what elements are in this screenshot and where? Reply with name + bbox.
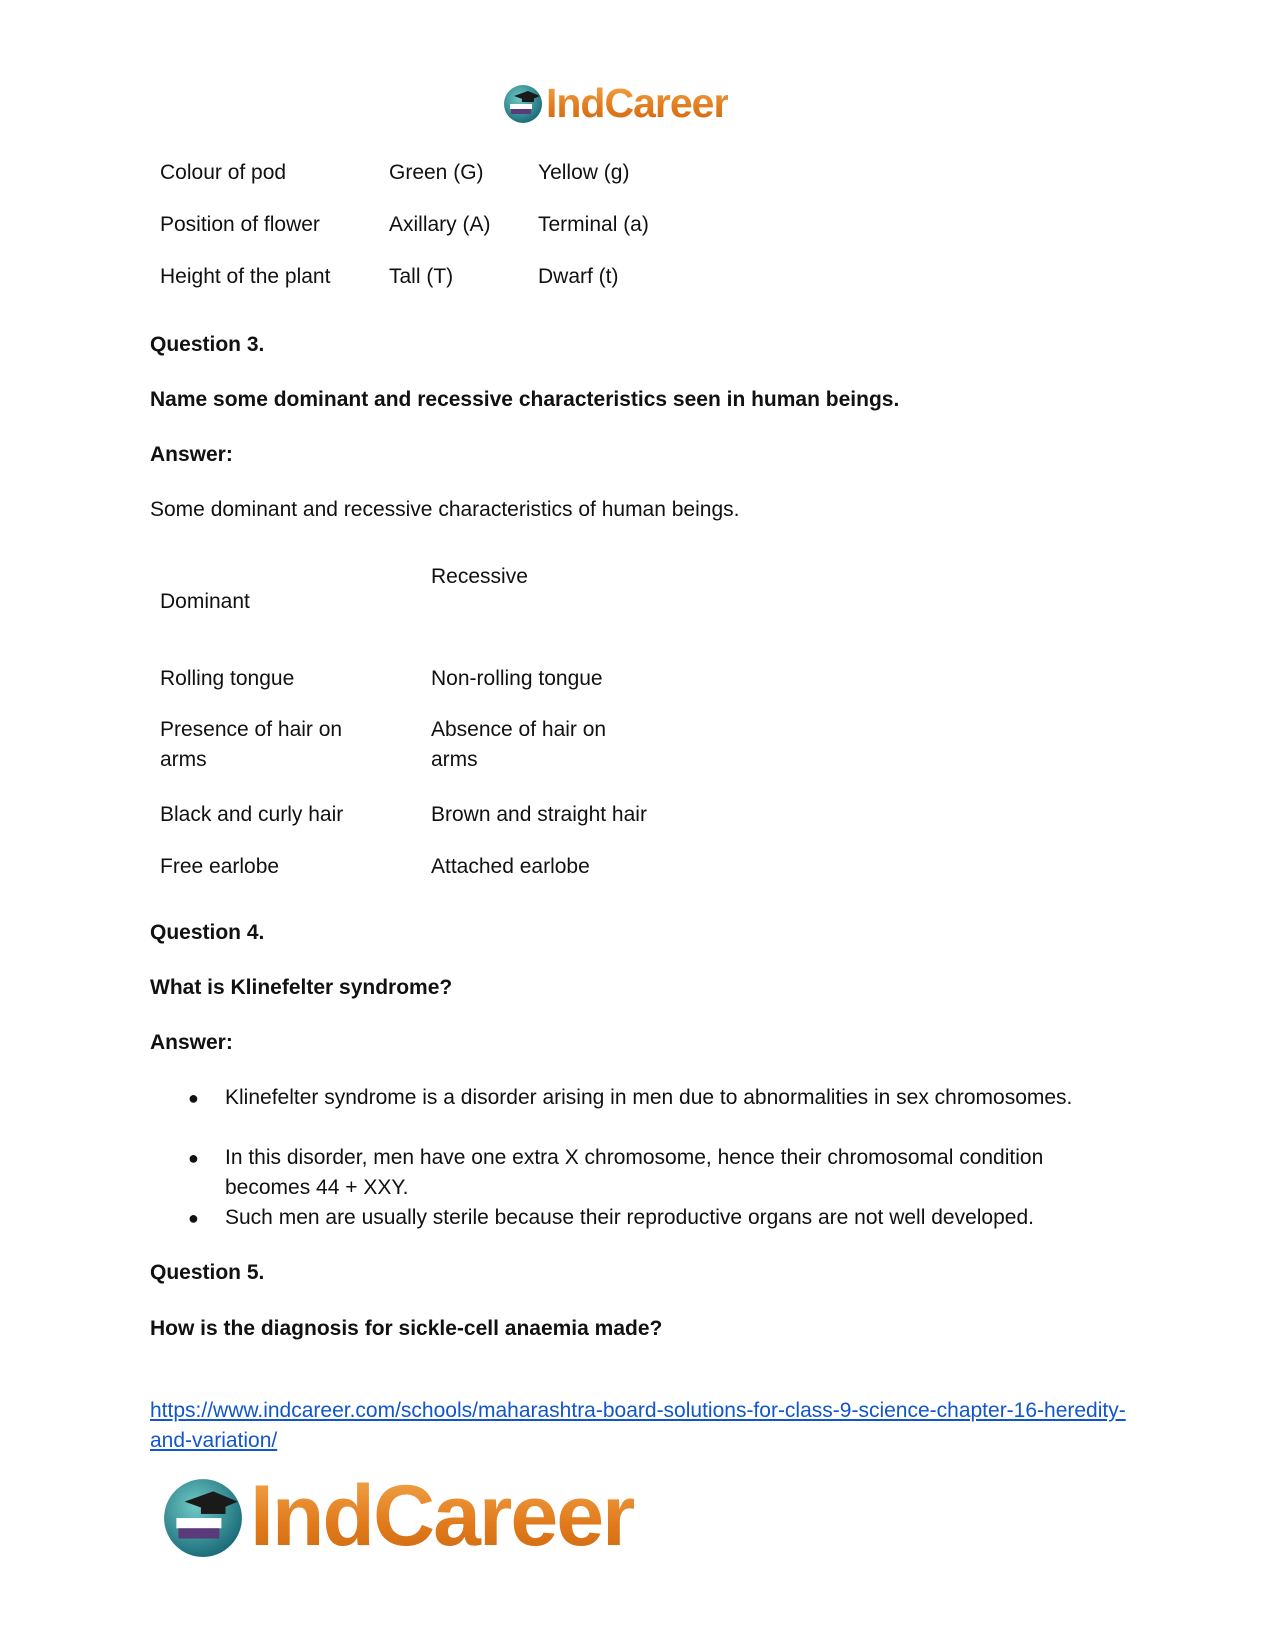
table-cell: arms bbox=[160, 748, 207, 771]
table-cell: Dwarf (t) bbox=[538, 265, 619, 288]
graduation-globe-icon bbox=[160, 1473, 246, 1559]
brand-name: IndCareer bbox=[250, 1468, 634, 1564]
answer-label: Answer: bbox=[150, 1031, 233, 1054]
table-cell: Green (G) bbox=[389, 161, 484, 184]
source-url-link[interactable]: https://www.indcareer.com/schools/maharashtra-board-solutions-for-class-9-science-chapter-16-heredity-and-variation/ bbox=[150, 1399, 1126, 1452]
table-cell: Attached earlobe bbox=[431, 855, 590, 878]
question-label: Question 3. bbox=[150, 333, 265, 356]
table-cell: Terminal (a) bbox=[538, 213, 649, 236]
question-label: Question 5. bbox=[150, 1261, 265, 1284]
table-cell: Tall (T) bbox=[389, 265, 454, 288]
question-text: Name some dominant and recessive characteristics seen in human beings. bbox=[150, 388, 900, 411]
footer-logo bbox=[160, 1470, 634, 1562]
question-text: What is Klinefelter syndrome? bbox=[150, 976, 453, 999]
table-header-dominant: Dominant bbox=[160, 590, 250, 613]
bullet-icon: ● bbox=[188, 1148, 199, 1168]
answer-label: Answer: bbox=[150, 443, 233, 466]
question-text: How is the diagnosis for sickle-cell anaemia made? bbox=[150, 1317, 663, 1340]
brand-name: IndCareer bbox=[546, 79, 729, 126]
table-cell: Height of the plant bbox=[160, 265, 331, 288]
list-item: Such men are usually sterile because their reproductive organs are not well developed. bbox=[225, 1206, 1034, 1229]
table-cell: Presence of hair on bbox=[160, 718, 343, 741]
list-item: In this disorder, men have one extra X chromosome, hence their chromosomal condition becomes 44 + XXY. bbox=[225, 1146, 1044, 1199]
table-cell: Free earlobe bbox=[160, 855, 280, 878]
table-cell: Non-rolling tongue bbox=[431, 667, 603, 690]
answer-intro: Some dominant and recessive characteristics of human beings. bbox=[150, 498, 740, 521]
table-cell: Absence of hair on bbox=[431, 718, 607, 741]
bullet-icon: ● bbox=[188, 1088, 199, 1108]
bullet-icon: ● bbox=[188, 1208, 199, 1228]
question-label: Question 4. bbox=[150, 921, 265, 944]
table-cell: Colour of pod bbox=[160, 161, 287, 184]
table-cell: Brown and straight hair bbox=[431, 803, 647, 826]
list-item: Klinefelter syndrome is a disorder arising in men due to abnormalities in sex chromosomes. bbox=[225, 1086, 1073, 1109]
graduation-globe-icon bbox=[502, 82, 544, 124]
table-cell: arms bbox=[431, 748, 478, 771]
table-cell: Yellow (g) bbox=[538, 161, 630, 184]
header-logo bbox=[502, 78, 728, 128]
table-cell: Black and curly hair bbox=[160, 803, 344, 826]
table-cell: Axillary (A) bbox=[389, 213, 491, 236]
table-header-recessive: Recessive bbox=[431, 565, 528, 588]
table-cell: Rolling tongue bbox=[160, 667, 295, 690]
table-cell: Position of flower bbox=[160, 213, 320, 236]
